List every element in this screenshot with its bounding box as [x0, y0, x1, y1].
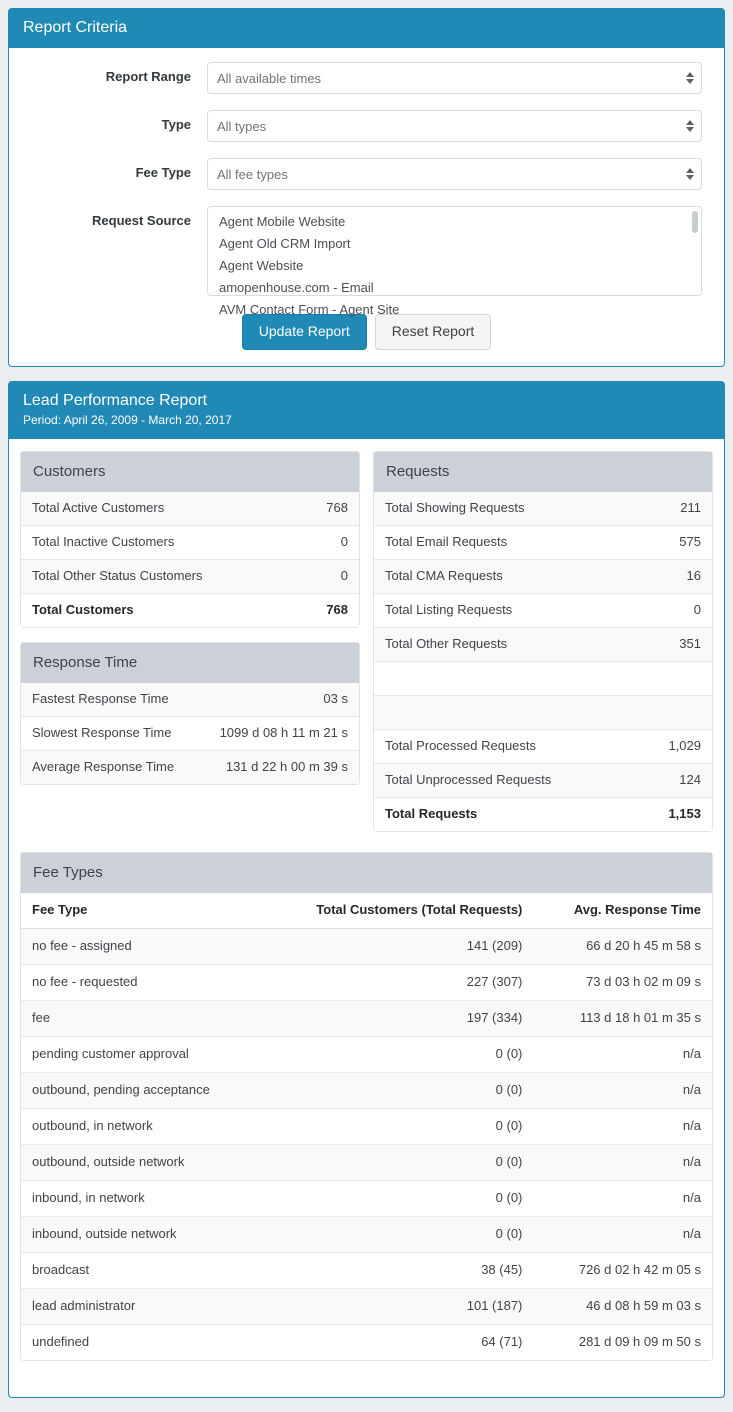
cell-customers: 0 (0)	[260, 1109, 533, 1145]
cell-avg-response: 113 d 18 h 01 m 35 s	[533, 1001, 712, 1037]
report-criteria-header	[9, 9, 724, 48]
cell-customers: 197 (334)	[260, 1001, 533, 1037]
cell-fee-type: broadcast	[21, 1253, 260, 1289]
row-value: 768	[296, 594, 359, 628]
cell-fee-type: outbound, pending acceptance	[21, 1073, 260, 1109]
lead-performance-header	[9, 382, 724, 439]
table-row	[21, 1037, 712, 1073]
row-label: Total Processed Requests	[374, 730, 636, 764]
row-label: Total Email Requests	[374, 526, 636, 560]
column-header-fee-type: Fee Type	[21, 893, 260, 929]
cell-avg-response: n/a	[533, 1037, 712, 1073]
cell-customers: 38 (45)	[260, 1253, 533, 1289]
select-type[interactable]: All types	[207, 110, 702, 142]
cell-fee-type: lead administrator	[21, 1289, 260, 1325]
row-label: Total Listing Requests	[374, 594, 636, 628]
report-criteria-title: Report Criteria	[23, 19, 128, 36]
table-row	[21, 751, 359, 785]
cell-avg-response: 73 d 03 h 02 m 09 s	[533, 965, 712, 1001]
left-column	[20, 451, 360, 799]
response-time-card	[20, 642, 360, 785]
row-label: Total Customers	[21, 594, 296, 628]
row-value: 1,153	[636, 798, 712, 832]
row-label: Total CMA Requests	[374, 560, 636, 594]
row-label: Total Active Customers	[21, 492, 296, 526]
label-type: Type	[161, 117, 191, 132]
select-fee-type[interactable]: All fee types	[207, 158, 702, 190]
column-header-total-customers: Total Customers (Total Requests)	[260, 893, 533, 929]
report-criteria-body	[9, 48, 724, 366]
cell-avg-response: n/a	[533, 1145, 712, 1181]
table-row	[21, 492, 359, 526]
reset-report-button[interactable]: Reset Report	[375, 314, 491, 350]
row-label: Total Other Status Customers	[21, 560, 296, 594]
row-value: 351	[636, 628, 712, 662]
cell-customers: 0 (0)	[260, 1145, 533, 1181]
row-value: 124	[636, 764, 712, 798]
table-row	[21, 1325, 712, 1361]
listbox-request-source[interactable]	[207, 206, 702, 317]
table-row	[21, 1217, 712, 1253]
cell-fee-type: inbound, outside network	[21, 1217, 260, 1253]
right-column	[373, 451, 713, 846]
response-time-table	[21, 683, 359, 784]
row-label	[374, 696, 636, 730]
cell-avg-response: 66 d 20 h 45 m 58 s	[533, 929, 712, 965]
table-row	[21, 1253, 712, 1289]
table-row	[374, 492, 712, 526]
table-row	[374, 730, 712, 764]
report-body	[9, 439, 724, 1397]
cell-fee-type: outbound, outside network	[21, 1145, 260, 1181]
cell-customers: 64 (71)	[260, 1325, 533, 1361]
cell-fee-type: undefined	[21, 1325, 260, 1361]
requests-heading: Requests	[374, 452, 712, 492]
cell-fee-type: inbound, in network	[21, 1181, 260, 1217]
cell-customers: 0 (0)	[260, 1037, 533, 1073]
table-row	[21, 717, 359, 751]
cell-customers: 227 (307)	[260, 965, 533, 1001]
row-label: Total Unprocessed Requests	[374, 764, 636, 798]
cell-avg-response: 281 d 09 h 09 m 50 s	[533, 1325, 712, 1361]
table-row	[21, 965, 712, 1001]
label-request-source: Request Source	[92, 213, 191, 228]
customers-heading: Customers	[21, 452, 359, 492]
list-item[interactable]: Agent Old CRM Import	[219, 236, 351, 251]
list-item[interactable]: amopenhouse.com - Email	[219, 280, 374, 295]
report-period: Period: April 26, 2009 - March 20, 2017	[23, 413, 232, 427]
report-title: Lead Performance Report	[23, 392, 208, 409]
list-item[interactable]: AVM Contact Form - Agent Site	[219, 302, 400, 317]
table-row	[21, 1181, 712, 1217]
table-row-total	[21, 594, 359, 628]
cell-avg-response: n/a	[533, 1073, 712, 1109]
form-row-request-source	[21, 206, 712, 317]
fee-types-table	[21, 893, 712, 1360]
cell-customers: 101 (187)	[260, 1289, 533, 1325]
response-time-heading: Response Time	[21, 643, 359, 683]
cell-avg-response: n/a	[533, 1109, 712, 1145]
row-label: Slowest Response Time	[21, 717, 197, 751]
row-value: 03 s	[197, 683, 359, 717]
row-value: 1,029	[636, 730, 712, 764]
row-value: 0	[296, 560, 359, 594]
cell-avg-response: 46 d 08 h 59 m 03 s	[533, 1289, 712, 1325]
row-value: 131 d 22 h 00 m 39 s	[197, 751, 359, 785]
select-report-range[interactable]: All available times	[207, 62, 702, 94]
table-header-row	[21, 893, 712, 929]
fee-types-body	[21, 929, 712, 1361]
table-row	[21, 526, 359, 560]
cell-fee-type: outbound, in network	[21, 1109, 260, 1145]
fee-types-heading: Fee Types	[21, 853, 712, 893]
row-value: 0	[296, 526, 359, 560]
column-header-avg-response-time: Avg. Response Time	[533, 893, 712, 929]
table-row	[21, 929, 712, 965]
cell-customers: 0 (0)	[260, 1073, 533, 1109]
cell-customers: 0 (0)	[260, 1181, 533, 1217]
lead-performance-report-panel	[8, 381, 725, 1398]
cell-fee-type: no fee - requested	[21, 965, 260, 1001]
table-row-spacer	[374, 662, 712, 696]
requests-card	[373, 451, 713, 832]
requests-table	[374, 492, 712, 831]
table-row	[21, 683, 359, 717]
row-label: Total Showing Requests	[374, 492, 636, 526]
label-report-range: Report Range	[105, 69, 191, 84]
cell-fee-type: no fee - assigned	[21, 929, 260, 965]
form-row-type	[21, 110, 712, 142]
report-criteria-panel	[8, 8, 725, 367]
row-value: 575	[636, 526, 712, 560]
table-row	[374, 594, 712, 628]
row-label	[374, 662, 636, 696]
row-value: 16	[636, 560, 712, 594]
table-row	[21, 1073, 712, 1109]
listbox-scrollbar[interactable]	[692, 211, 698, 233]
cell-fee-type: fee	[21, 1001, 260, 1037]
form-row-fee-type	[21, 158, 712, 190]
table-row	[21, 1289, 712, 1325]
table-row	[374, 628, 712, 662]
table-row	[374, 526, 712, 560]
table-row	[374, 560, 712, 594]
list-item[interactable]: Agent Mobile Website	[219, 214, 346, 229]
row-value: 0	[636, 594, 712, 628]
fee-types-card	[20, 852, 713, 1361]
row-value: 211	[636, 492, 712, 526]
update-report-button[interactable]: Update Report	[242, 314, 367, 350]
customers-card	[20, 451, 360, 628]
row-label: Average Response Time	[21, 751, 197, 785]
row-value	[636, 696, 712, 730]
summary-columns	[20, 451, 713, 846]
table-row	[374, 764, 712, 798]
cell-avg-response: n/a	[533, 1217, 712, 1253]
cell-fee-type: pending customer approval	[21, 1037, 260, 1073]
table-row	[21, 1145, 712, 1181]
row-label: Total Requests	[374, 798, 636, 832]
table-row-total	[374, 798, 712, 832]
table-row-spacer	[374, 696, 712, 730]
form-row-report-range	[21, 62, 712, 94]
row-label: Total Inactive Customers	[21, 526, 296, 560]
cell-customers: 0 (0)	[260, 1217, 533, 1253]
cell-avg-response: n/a	[533, 1181, 712, 1217]
cell-customers: 141 (209)	[260, 929, 533, 965]
table-row	[21, 1109, 712, 1145]
row-value	[636, 662, 712, 696]
row-label: Fastest Response Time	[21, 683, 197, 717]
row-label: Total Other Requests	[374, 628, 636, 662]
list-item[interactable]: Agent Website	[219, 258, 304, 273]
label-fee-type: Fee Type	[135, 165, 191, 180]
row-value: 768	[296, 492, 359, 526]
table-row	[21, 560, 359, 594]
customers-table	[21, 492, 359, 627]
table-row	[21, 1001, 712, 1037]
row-value: 1099 d 08 h 11 m 21 s	[197, 717, 359, 751]
cell-avg-response: 726 d 02 h 42 m 05 s	[533, 1253, 712, 1289]
